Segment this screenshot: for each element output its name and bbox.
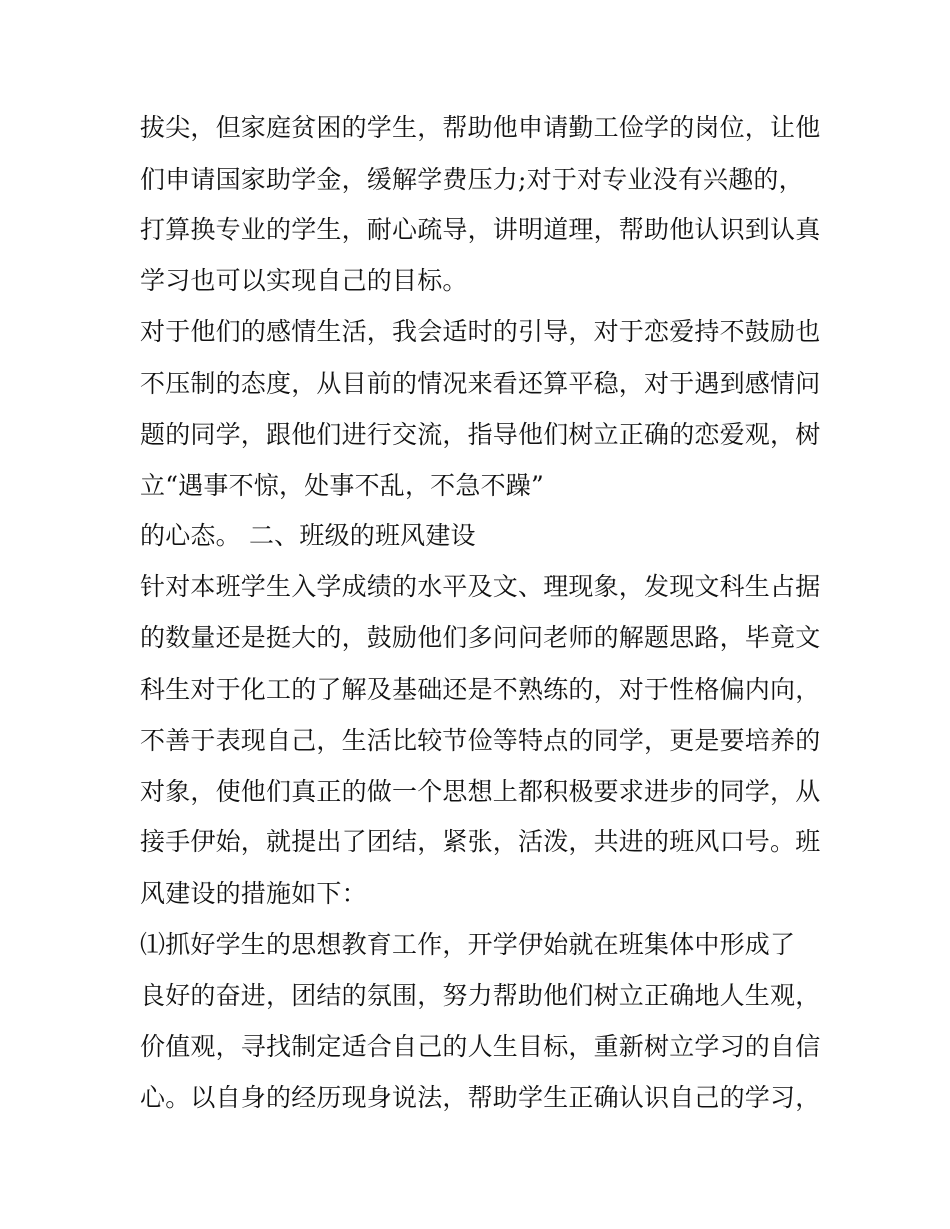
text-line: 心。以自身的经历现身说法，帮助学生正确认识自己的学习，: [140, 1083, 821, 1112]
text-line: ⑴抓好学生的思想教育工作，开学伊始就在班集体中形成了: [140, 930, 796, 959]
text-line: 的数量还是挺大的，鼓励他们多问问老师的解题思路，毕竟文: [140, 623, 821, 652]
text-line: 对于他们的感情生活，我会适时的引导，对于恋爱持不鼓励也: [140, 317, 821, 346]
text-line: 良好的奋进，团结的氛围，努力帮助他们树立正确地人生观，: [140, 981, 821, 1010]
text-line: 风建设的措施如下：: [140, 879, 367, 908]
text-line: 不善于表现自己，生活比较节俭等特点的同学，更是要培养的: [140, 726, 821, 755]
section-heading: 的心态。 二、班级的班风建设: [140, 521, 476, 550]
text-line: 不压制的态度，从目前的情况来看还算平稳，对于遇到感情问: [140, 369, 821, 398]
text-line: 拔尖，但家庭贫困的学生，帮助他申请勤工俭学的岗位，让他: [140, 113, 821, 142]
text-line: 打算换专业的学生，耐心疏导，讲明道理，帮助他认识到认真: [140, 215, 821, 244]
text-line: 科生对于化工的了解及基础还是不熟练的，对于性格偏内向，: [140, 675, 821, 704]
text-line: 针对本班学生入学成绩的水平及文、理现象，发现文科生占据: [140, 572, 821, 601]
text-line: 价值观，寻找制定适合自己的人生目标，重新树立学习的自信: [140, 1032, 821, 1061]
text-line: 对象，使他们真正的做一个思想上都积极要求进步的同学，从: [140, 777, 821, 806]
text-line: 立“遇事不惊，处事不乱，不急不躁”: [140, 471, 544, 500]
text-line: 题的同学，跟他们进行交流，指导他们树立正确的恋爱观，树: [140, 420, 821, 449]
text-line: 们申请国家助学金，缓解学费压力;对于对专业没有兴趣的，: [140, 165, 804, 194]
text-line: 接手伊始，就提出了团结，紧张，活泼，共进的班风口号。班: [140, 827, 821, 856]
text-line: 学习也可以实现自己的目标。: [140, 266, 468, 295]
